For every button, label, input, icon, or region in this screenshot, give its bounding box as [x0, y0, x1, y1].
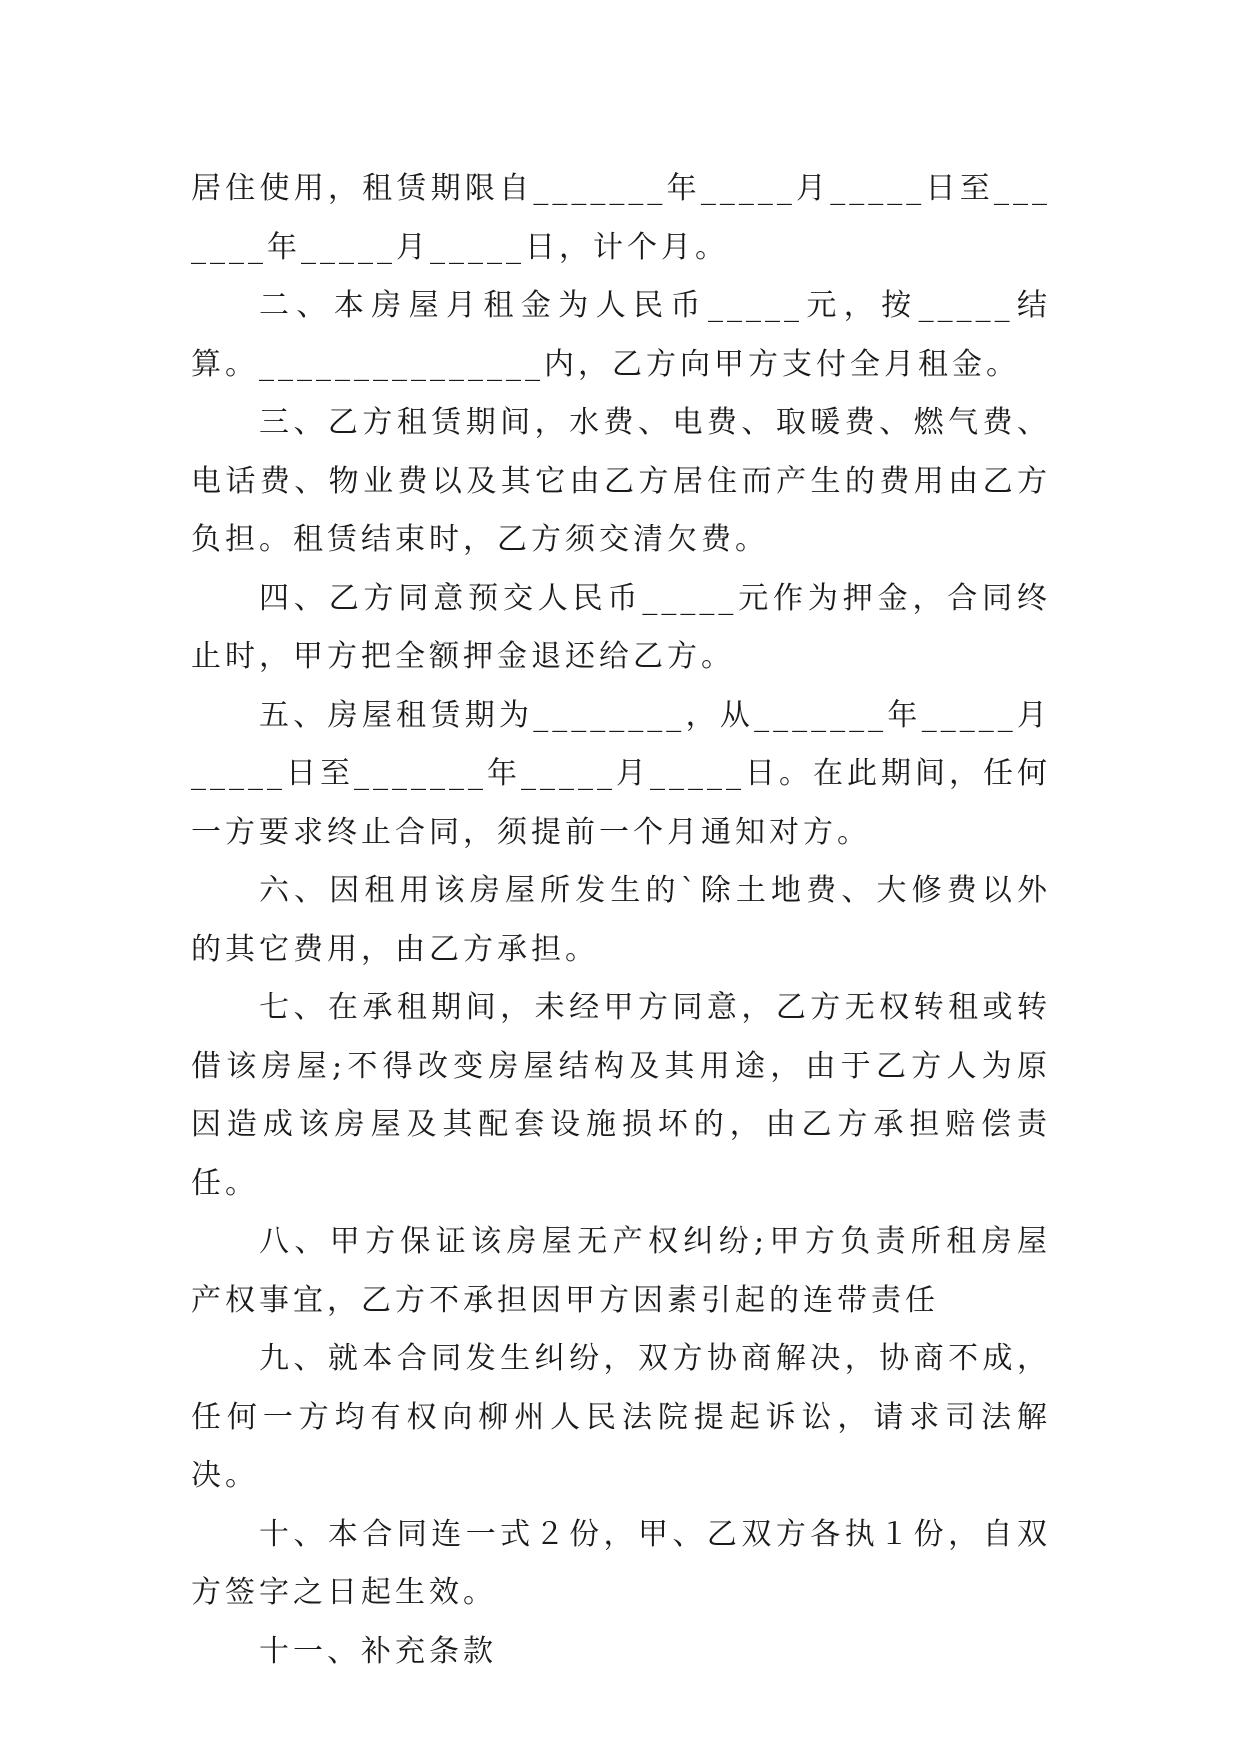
- contract-body: [191, 160, 1051, 1681]
- paragraph-property-rights: 八、甲方保证该房屋无产权纠纷;甲方负责所租房屋产权事宜，乙方不承担因甲方因素引起的连带责任: [191, 1224, 1051, 1318]
- paragraph-sublease-restriction: 七、在承租期间，未经甲方同意，乙方无权转租或转借该房屋;不得改变房屋结构及其用途，由于乙方人为原因造成该房屋及其配套设施损坏的，由乙方承担赔偿责任。: [191, 990, 1051, 1201]
- paragraph-utility-fees: 三、乙方租赁期间，水费、电费、取暖费、燃气费、电话费、物业费以及其它由乙方居住而产生的费用由乙方负担。租赁结束时，乙方须交清欠费。: [191, 405, 1051, 557]
- paragraph-copies-effective: 十、本合同连一式２份，甲、乙双方各执１份，自双方签字之日起生效。: [191, 1516, 1051, 1610]
- paragraph-lease-period: 五、房屋租赁期为________，从_______年_____月_____日至_______年_____月_____日。在此期间，任何一方要求终止合同，须提前一个月通知对方。: [191, 697, 1051, 850]
- paragraph-lease-term: 居住使用，租赁期限自_______年_____月_____日至_______年_____月_____日，计个月。: [191, 171, 1051, 265]
- paragraph-dispute-resolution: 九、就本合同发生纠纷，双方协商解决，协商不成，任何一方均有权向柳州人民法院提起诉讼，请求司法解决。: [191, 1341, 1051, 1493]
- paragraph-deposit: 四、乙方同意预交人民币_____元作为押金，合同终止时，甲方把全额押金退还给乙方。: [191, 580, 1051, 674]
- paragraph-other-costs: 六、因租用该房屋所发生的`除土地费、大修费以外的其它费用，由乙方承担。: [191, 873, 1051, 967]
- paragraph-supplementary-terms: 十一、补充条款: [259, 1633, 497, 1669]
- paragraph-monthly-rent: 二、本房屋月租金为人民币_____元，按_____结算。_______________内，乙方向甲方支付全月租金。: [191, 288, 1051, 382]
